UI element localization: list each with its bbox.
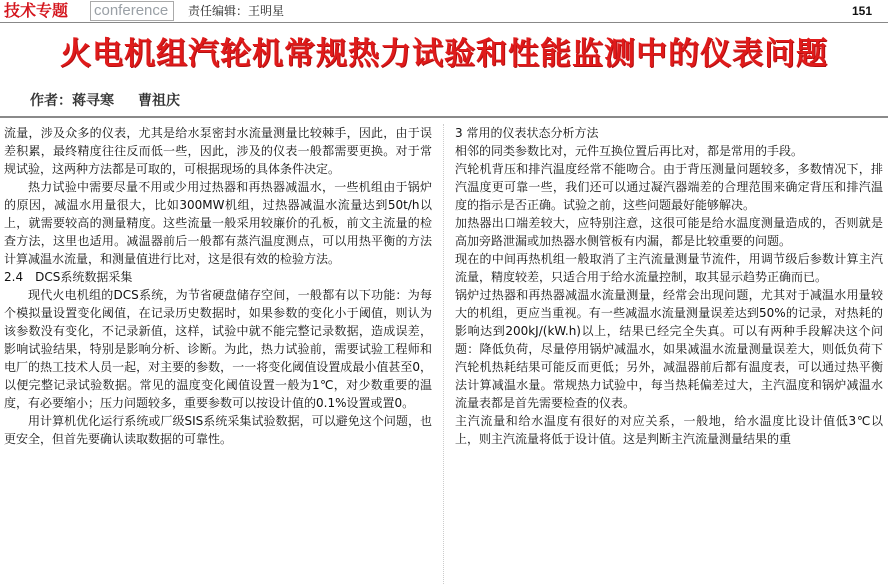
conference-label: conference (94, 2, 169, 19)
section-tag: 技术专题 (4, 1, 69, 20)
editor-credit: 责任编辑：王明星 (188, 4, 285, 18)
page-header (0, 0, 888, 23)
title-divider (0, 116, 888, 118)
paragraph: 热力试验中需要尽量不用或少用过热器和再热器减温水，一些机组由于锅炉的原因，减温水用量很大，比如300MW机组，过热器减温水流量达到50t/h以上，就需要较高的测量精度。这些流量一般采用较廉价的孔板，前文主流量的检查方法，这里也适用。减温器前后一般都有蒸汽温度测点，可以用热平衡的方法计算减温水流量，和测量值进行比对，这是很有效的检验方法。 (4, 180, 432, 266)
left-column (4, 124, 432, 448)
paragraph: 锅炉过热器和再热器减温水流量测量，经常会出现问题，尤其对于减温水用量较大的机组，更应当重视。有一些减温水流量测量误差达到50%的记录，对热耗的影响达到200kJ/(kW.h)以上，结果已经完全失真。可以有两种手段解决这个问题：降低负荷，尽量停用锅炉减温水，如果减温水流量测量误差大，则低负荷下汽轮机热耗结果可能反而更低；另外，减温器前后都有温度表，可以通过热平衡法计算减温水量。常规热力试验中，每当热耗偏差过大，主汽温度和锅炉减温水流量表都是首先需要检查的仪表。 (455, 288, 883, 410)
conference-box (90, 1, 174, 21)
paragraph: 汽轮机背压和排汽温度经常不能吻合。由于背压测量问题较多，多数情况下，排汽温度更可靠一些，我们还可以通过凝汽器端差的合理范围来确定背压和排汽温度的指示是否正确。试验之前，这些问题最好能够解决。 (455, 162, 883, 212)
paragraph: 流量，涉及众多的仪表，尤其是给水泵密封水流量测量比较棘手，因此，由于误差积累，最终精度往往反而低一些，因此，涉及的仪表一般都需要更换。对于常规试验，这两种方法都是可取的，可根据现场的具体条件决定。 (4, 126, 432, 176)
right-column (455, 124, 883, 448)
article-title: 火电机组汽轮机常规热力试验和性能监测中的仪表问题 (60, 36, 828, 72)
paragraph: 3 常用的仪表状态分析方法 (455, 126, 599, 140)
paragraph: 现在的中间再热机组一般取消了主汽流量测量节流件，用调节级后参数计算主汽流量，精度较差，只适合用于给水流量控制，取其显示趋势正确而已。 (455, 252, 883, 284)
page-number: 151 (851, 4, 872, 18)
author-name: 曹祖庆 (138, 93, 180, 109)
paragraph: 用计算机优化运行系统或厂级SIS系统采集试验数据，可以避免这个问题，也更安全，但首先要确认读取数据的可靠性。 (4, 414, 432, 446)
paragraph: 主汽流量和给水温度有很好的对应关系，一般地，给水温度比设计值低3℃以上，则主汽流量将低于设计值。这是判断主汽流量测量结果的重 (455, 414, 883, 446)
paragraph: 加热器出口端差较大，应特别注意，这很可能是给水温度测量造成的，否则就是高加旁路泄漏或加热器水侧管板有内漏，都是比较重要的问题。 (455, 216, 883, 248)
author-name: 蒋寻寒 (72, 93, 114, 109)
authors-label: 作者： (30, 93, 72, 109)
paragraph: 现代火电机组的DCS系统，为节省硬盘储存空间，一般都有以下功能：为每个模拟量设置变化阈值，在记录历史数据时，如果参数的变化小于阈值，则认为该参数没有变化，不记录新值，这样，试验中就不能完整记录数据，造成误差，影响试验结果，特别是影响分析、诊断。为此，热力试验前，需要试验工程师和电厂的热工技术人员一起，对主要的参数，一一将变化阈值设置成最小值甚至0，以便完整记录试验数据。常见的温度变化阈值设置一般为1℃，对少数重要的温度，有必要缩小；压力问题较多，重要参数可以按设计值的0.1%设置或置0。 (4, 288, 432, 410)
paragraph: 相邻的同类参数比对，元件互换位置后再比对，都是常用的手段。 (455, 144, 804, 158)
paragraph: 2.4 DCS系统数据采集 (4, 270, 133, 284)
column-divider (443, 124, 444, 584)
author-line (30, 92, 180, 110)
